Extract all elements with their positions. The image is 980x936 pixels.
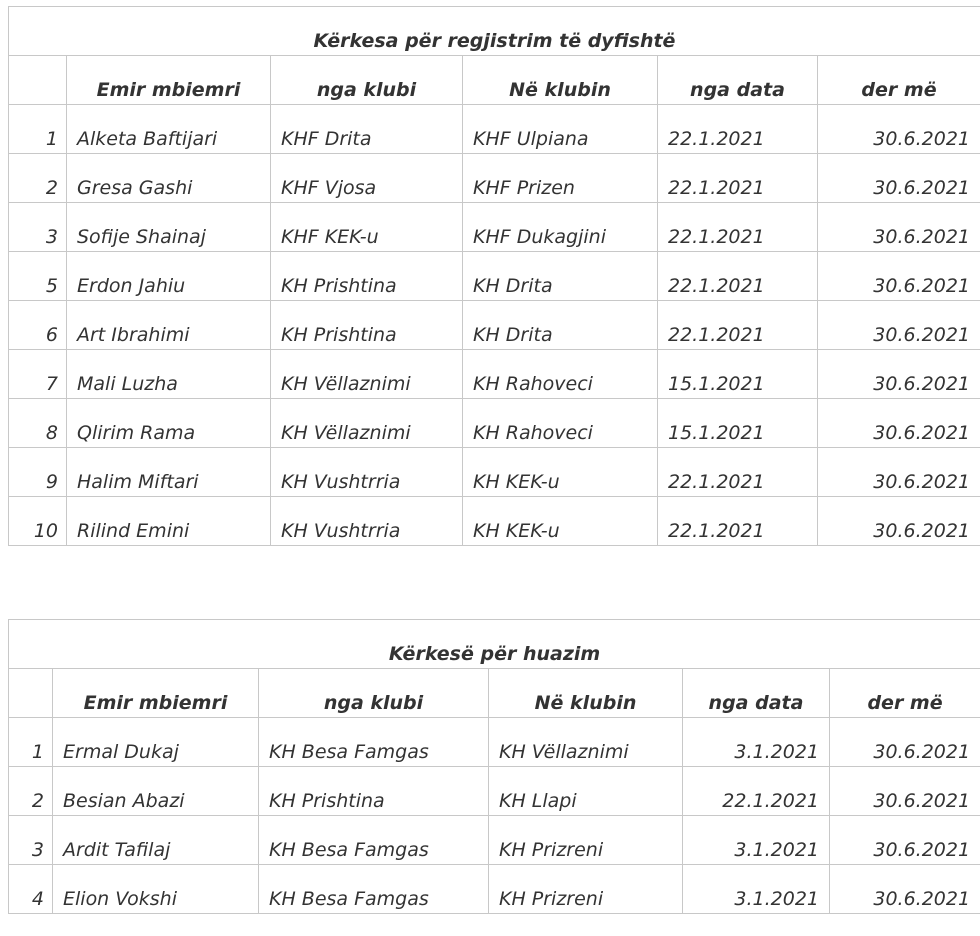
table-title: Kërkesa për regjistrim të dyfishtë <box>9 7 980 56</box>
column-header-until-date: der më <box>818 56 980 105</box>
column-header-from-date: nga data <box>683 669 830 718</box>
cell-from-date: 15.1.2021 <box>658 399 818 448</box>
cell-from-club: KH Vëllaznimi <box>271 399 463 448</box>
cell-from-date: 22.1.2021 <box>658 497 818 546</box>
table-row <box>9 154 980 203</box>
cell-from-date: 3.1.2021 <box>683 816 830 865</box>
table-header-row <box>9 56 980 105</box>
cell-from-date: 22.1.2021 <box>658 203 818 252</box>
cell-to-club: KH Rahoveci <box>463 399 658 448</box>
cell-index: 3 <box>9 816 53 865</box>
cell-until-date: 30.6.2021 <box>818 105 980 154</box>
column-header-from-date: nga data <box>658 56 818 105</box>
cell-from-club: KH Prishtina <box>259 767 489 816</box>
column-header-index <box>9 56 67 105</box>
table-title-row <box>9 620 980 669</box>
column-header-name: Emir mbiemri <box>53 669 259 718</box>
cell-from-club: KH Vushtrria <box>271 497 463 546</box>
cell-until-date: 30.6.2021 <box>818 350 980 399</box>
table-row <box>9 203 980 252</box>
cell-from-date: 3.1.2021 <box>683 718 830 767</box>
cell-until-date: 30.6.2021 <box>818 399 980 448</box>
cell-name: Elion Vokshi <box>53 865 259 914</box>
cell-until-date: 30.6.2021 <box>830 718 980 767</box>
cell-to-club: KH Llapi <box>489 767 683 816</box>
table-row <box>9 105 980 154</box>
cell-from-club: KHF KEK-u <box>271 203 463 252</box>
table-row <box>9 767 980 816</box>
cell-from-club: KH Prishtina <box>271 301 463 350</box>
cell-to-club: KH KEK-u <box>463 497 658 546</box>
cell-from-club: KHF Drita <box>271 105 463 154</box>
cell-index: 8 <box>9 399 67 448</box>
column-header-until-date: der më <box>830 669 980 718</box>
cell-name: Rilind Emini <box>67 497 271 546</box>
cell-name: Ardit Tafilaj <box>53 816 259 865</box>
cell-until-date: 30.6.2021 <box>830 767 980 816</box>
column-header-to-club: Në klubin <box>463 56 658 105</box>
cell-index: 1 <box>9 718 53 767</box>
cell-index: 9 <box>9 448 67 497</box>
cell-name: Mali Luzha <box>67 350 271 399</box>
column-header-from-club: nga klubi <box>271 56 463 105</box>
table-row <box>9 865 980 914</box>
cell-to-club: KHF Prizen <box>463 154 658 203</box>
cell-name: Sofije Shainaj <box>67 203 271 252</box>
cell-from-club: KH Prishtina <box>271 252 463 301</box>
cell-from-club: KH Besa Famgas <box>259 865 489 914</box>
cell-from-club: KH Besa Famgas <box>259 718 489 767</box>
cell-from-date: 3.1.2021 <box>683 865 830 914</box>
cell-to-club: KH KEK-u <box>463 448 658 497</box>
cell-until-date: 30.6.2021 <box>818 301 980 350</box>
cell-from-date: 22.1.2021 <box>658 105 818 154</box>
cell-name: Alketa Baftijari <box>67 105 271 154</box>
cell-from-club: KH Besa Famgas <box>259 816 489 865</box>
column-header-from-club: nga klubi <box>259 669 489 718</box>
cell-from-date: 22.1.2021 <box>658 448 818 497</box>
cell-index: 1 <box>9 105 67 154</box>
cell-until-date: 30.6.2021 <box>818 154 980 203</box>
cell-until-date: 30.6.2021 <box>830 865 980 914</box>
cell-name: Art Ibrahimi <box>67 301 271 350</box>
cell-index: 3 <box>9 203 67 252</box>
cell-name: Halim Miftari <box>67 448 271 497</box>
cell-from-club: KH Vushtrria <box>271 448 463 497</box>
column-header-to-club: Në klubin <box>489 669 683 718</box>
cell-index: 2 <box>9 154 67 203</box>
cell-from-date: 22.1.2021 <box>683 767 830 816</box>
table-row <box>9 399 980 448</box>
cell-index: 7 <box>9 350 67 399</box>
cell-index: 5 <box>9 252 67 301</box>
cell-index: 10 <box>9 497 67 546</box>
table-title: Kërkesë për huazim <box>9 620 980 669</box>
table-header-row <box>9 669 980 718</box>
cell-to-club: KHF Ulpiana <box>463 105 658 154</box>
cell-until-date: 30.6.2021 <box>818 497 980 546</box>
cell-until-date: 30.6.2021 <box>818 448 980 497</box>
cell-from-date: 22.1.2021 <box>658 252 818 301</box>
cell-until-date: 30.6.2021 <box>818 203 980 252</box>
cell-to-club: KH Prizreni <box>489 865 683 914</box>
column-header-index <box>9 669 53 718</box>
cell-name: Qlirim Rama <box>67 399 271 448</box>
cell-index: 2 <box>9 767 53 816</box>
cell-name: Ermal Dukaj <box>53 718 259 767</box>
column-header-name: Emir mbiemri <box>67 56 271 105</box>
cell-name: Gresa Gashi <box>67 154 271 203</box>
cell-index: 6 <box>9 301 67 350</box>
cell-to-club: KH Drita <box>463 301 658 350</box>
cell-from-date: 22.1.2021 <box>658 154 818 203</box>
table-title-row <box>9 7 980 56</box>
table-row <box>9 350 980 399</box>
cell-name: Erdon Jahiu <box>67 252 271 301</box>
cell-from-club: KHF Vjosa <box>271 154 463 203</box>
cell-until-date: 30.6.2021 <box>818 252 980 301</box>
double-registration-table <box>8 6 980 546</box>
table-row <box>9 448 980 497</box>
cell-to-club: KHF Dukagjini <box>463 203 658 252</box>
table-row <box>9 497 980 546</box>
cell-index: 4 <box>9 865 53 914</box>
cell-from-date: 22.1.2021 <box>658 301 818 350</box>
cell-to-club: KH Rahoveci <box>463 350 658 399</box>
cell-to-club: KH Prizreni <box>489 816 683 865</box>
table-row <box>9 252 980 301</box>
loan-request-table <box>8 619 980 914</box>
table-row <box>9 816 980 865</box>
cell-from-club: KH Vëllaznimi <box>271 350 463 399</box>
table-row <box>9 301 980 350</box>
cell-to-club: KH Drita <box>463 252 658 301</box>
cell-from-date: 15.1.2021 <box>658 350 818 399</box>
cell-until-date: 30.6.2021 <box>830 816 980 865</box>
cell-to-club: KH Vëllaznimi <box>489 718 683 767</box>
cell-name: Besian Abazi <box>53 767 259 816</box>
table-row <box>9 718 980 767</box>
